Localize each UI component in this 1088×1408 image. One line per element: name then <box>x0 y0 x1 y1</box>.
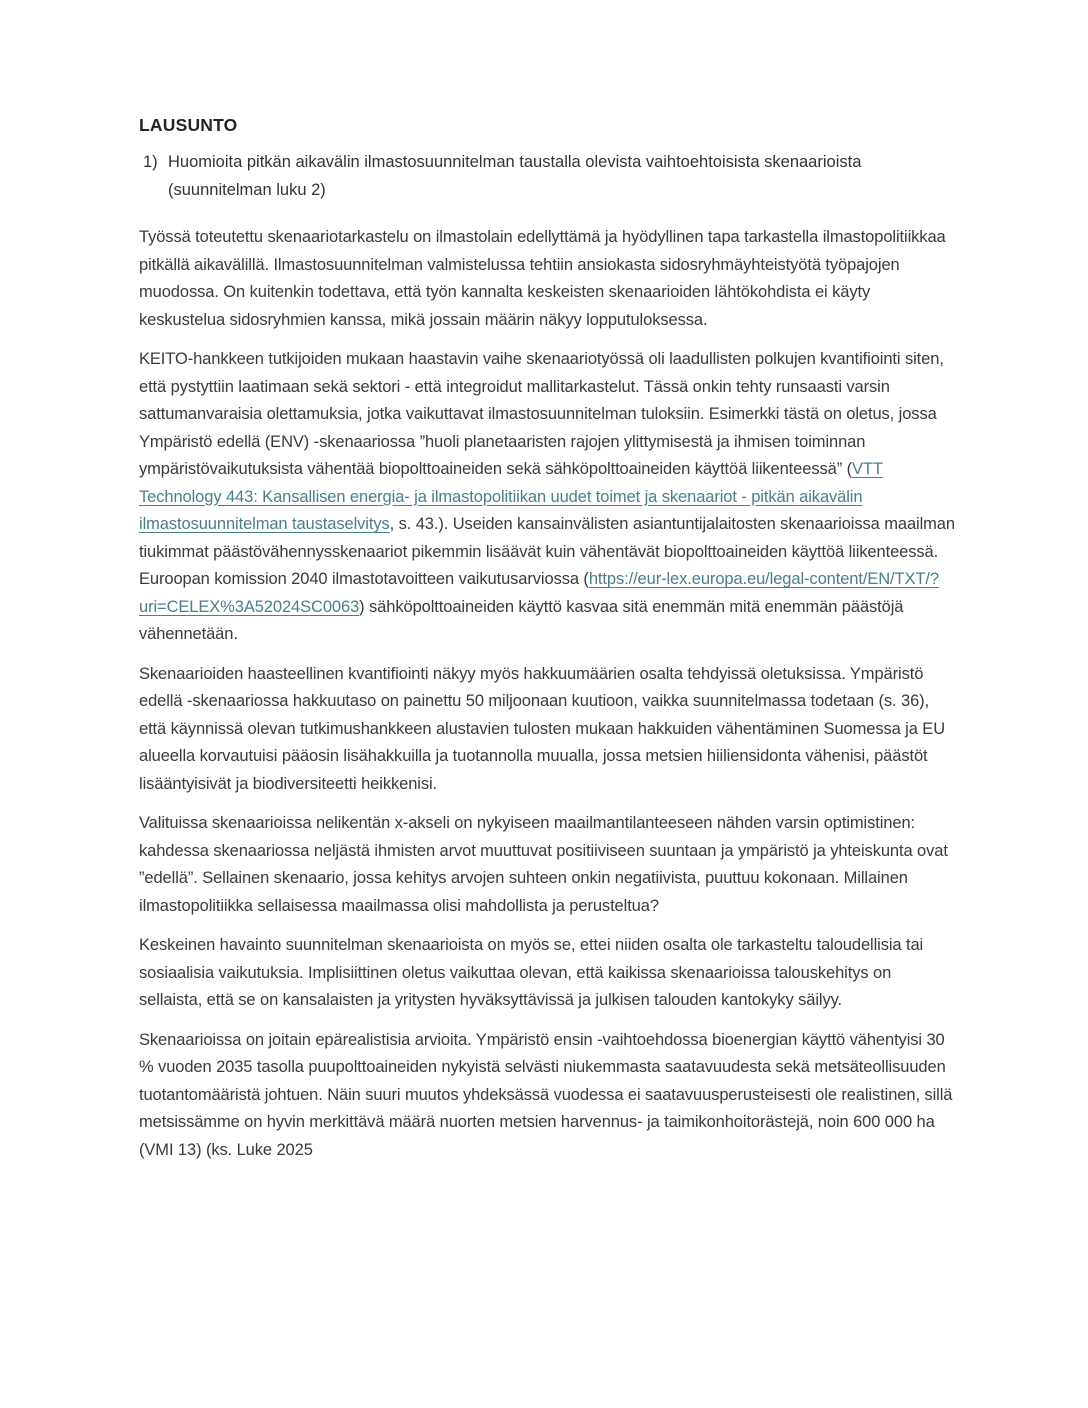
paragraph-unrealistic-estimates <box>139 1027 957 1165</box>
paragraph-text: ) sähköpolttoaineiden käyttö kasvaa sitä enemmän mitä enemmän päästöjä vähennetään. <box>139 597 904 643</box>
numbered-list-item <box>139 149 958 204</box>
paragraph-keito-quantification <box>139 346 957 649</box>
list-item-number: 1) <box>143 153 158 171</box>
paragraph-scenario-optimism <box>139 810 957 920</box>
paragraph-text: Valituissa skenaarioissa nelikentän x-akseli on nykyiseen maailmantilanteeseen nähden varsin optimistinen: kahdessa skenaariossa neljästä ihmisten arvot muuttuvat positiiviseen suuntaan ja ympäristö ja yhteiskunta ovat ”edellä”. Sellainen skenaario, jossa kehitys arvojen suhteen onkin negatiivista, puuttuu kokonaan. Millainen ilmastopolitiikka sellaisessa maailmassa olisi mahdollista ja perusteltua? <box>139 814 948 915</box>
paragraph-text: Skenaarioiden haasteellinen kvantifiointi näkyy myös hakkuumäärien osalta tehdyissä oletuksissa. Ympäristö edellä -skenaariossa hakkuutaso on painettu 50 miljoonaan kuutioon, vaikka suunnitelmassa todetaan (s. 36), että käynnissä olevan tutkimushankkeen alustavien tulosten mukaan hakkuiden vähentäminen Suomessa ja EU alueella korvautuisi pääosin lisähakkuilla ja tuotannolla muualla, jossa metsien hiiliensidonta vähenisi, päästöt lisääntyisivät ja biodiversiteetti heikkenisi. <box>139 664 946 793</box>
paragraph-text: , s. 43.). Useiden kansainvälisten asiantuntijalaitosten skenaarioissa maailman tiukimmat päästövähennysskenaariot pikemmin lisäävät kuin vähentävät biopolttoaineiden käyttöä liikenteessä. Euroopan komission 2040 ilmastotavoitteen vaikutusarviossa ( <box>139 515 955 588</box>
paragraph-logging-assumptions <box>139 661 957 799</box>
paragraph-text: Työssä toteutettu skenaariotarkastelu on ilmastolain edellyttämä ja hyödyllinen tapa tarkastella ilmastopolitiikkaa pitkällä aikavälillä. Ilmastosuunnitelman valmistelussa tehtiin ansiokasta sidosryhmäyhteistyötä työpajojen muodossa. On kuitenkin todettava, että työn kannalta keskeisten skenaarioiden lähtökohdista ei käyty keskustelua sidosryhmien kanssa, mikä jossain määrin näkyy lopputuloksessa. <box>139 228 946 329</box>
link-vtt-technology-443[interactable]: VTT Technology 443: Kansallisen energia- ja ilmastopolitiikan uudet toimet ja skenaariot - pitkän aikavälin ilmastosuunnitelman taustaselvitys <box>139 460 883 533</box>
document-title: LAUSUNTO <box>139 115 238 135</box>
list-item-text: Huomioita pitkän aikavälin ilmastosuunnitelman taustalla olevista vaihtoehtoisista skenaarioista (suunnitelman luku 2) <box>168 153 862 199</box>
paragraph-text: KEITO-hankkeen tutkijoiden mukaan haastavin vaihe skenaariotyössä oli laadullisten polkujen kvantifiointi siten, että pystyttiin laatimaan sekä sektori - että integroidut mallitarkastelut. Tässä onkin tehty runsaasti varsin sattumanvaraisia olettamuksia, jotka vaikuttavat ilmastosuunnitelman tuloksiin. Esimerkki tästä on oletus, jossa Ympäristö edellä (ENV) -skenaariossa ”huoli planetaaristen rajojen ylittymisestä ja ihmisen toiminnan ympäristövaikutuksista vähentää biopolttoaineiden sekä sähköpolttoaineiden käyttöä liikenteessä” ( <box>139 350 944 478</box>
paragraph-scenario-review <box>139 224 957 334</box>
link-eur-lex-celex[interactable]: https://eur-lex.europa.eu/legal-content/EN/TXT/?uri=CELEX%3A52024SC0063 <box>139 570 939 616</box>
paragraph-text: Keskeinen havainto suunnitelman skenaarioista on myös se, ettei niiden osalta ole tarkasteltu taloudellisia tai sosiaalisia vaikutuksia. Implisiittinen oletus vaikuttaa olevan, että kaikissa skenaarioissa talouskehitys on sellaista, että se on kansalaisten ja yritysten hyväksyttävissä ja julkisen talouden kantokyky säilyy. <box>139 936 924 1009</box>
paragraph-text: Skenaarioissa on joitain epärealistisia arvioita. Ympäristö ensin -vaihtoehdossa bioenergian käyttö vähentyisi 30 % vuoden 2035 tasolla puupolttoaineiden nykyistä selvästi niukemmasta saatavuudesta sekä metsäteollisuuden tuotantomääristä johtuen. Näin suuri muutos yhdeksässä vuodessa ei saatavuusperusteisesti ole realistinen, sillä metsissämme on hyvin merkittävä määrä nuorten metsien harvennus- ja taimikonhoitorästejä, noin 600 000 ha (VMI 13) (ks. Luke 2025 <box>139 1030 953 1159</box>
paragraph-economic-social-impacts <box>139 932 957 1015</box>
